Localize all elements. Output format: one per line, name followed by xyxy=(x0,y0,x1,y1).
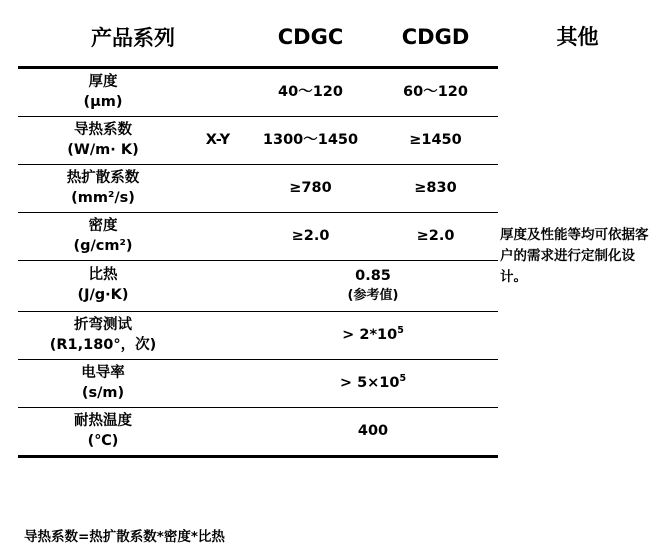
merged-value-exponent: 5 xyxy=(397,324,404,336)
product-spec-table xyxy=(18,8,498,458)
table-row xyxy=(18,408,498,457)
merged-value-main: > 5×10 xyxy=(339,374,400,391)
table-row xyxy=(18,117,498,165)
param-title: 折弯测试 xyxy=(74,316,132,333)
customization-note: 厚度及性能等均可依据客户的需求进行定制化设计。 xyxy=(500,227,649,285)
row-axis xyxy=(188,360,248,408)
row-param-density xyxy=(18,213,188,261)
param-title: 厚度 xyxy=(88,73,118,90)
param-title: 电导率 xyxy=(81,364,125,381)
table-row xyxy=(18,165,498,213)
row-param-bending-test xyxy=(18,312,188,360)
table-row xyxy=(18,213,498,261)
merged-value-main: > 2*10 xyxy=(342,326,398,343)
row-axis xyxy=(188,312,248,360)
cell-cdgc: ≥2.0 xyxy=(248,213,373,261)
cell-merged-value xyxy=(248,261,498,312)
merged-value-note: (参考值) xyxy=(347,288,399,303)
cell-cdgc: 1300～1450 xyxy=(248,117,373,165)
param-title: 导热系数 xyxy=(74,121,132,138)
row-param-thermal-conductivity xyxy=(18,117,188,165)
cell-cdgc: ≥780 xyxy=(248,165,373,213)
header-product-series: 产品系列 xyxy=(18,8,248,68)
table-header-row xyxy=(18,8,498,68)
merged-value-main: 400 xyxy=(357,422,389,439)
cell-merged-value xyxy=(248,312,498,360)
cell-cdgd: ≥1450 xyxy=(373,117,498,165)
param-unit: (g/cm²) xyxy=(73,237,133,254)
table-row xyxy=(18,312,498,360)
param-title: 密度 xyxy=(88,217,118,234)
param-unit: (μm) xyxy=(83,93,123,110)
row-axis xyxy=(188,261,248,312)
param-title: 耐热温度 xyxy=(74,412,132,429)
row-param-electrical-conductivity xyxy=(18,360,188,408)
header-cdgd: CDGD xyxy=(373,8,498,68)
row-param-thickness xyxy=(18,68,188,117)
row-axis xyxy=(188,408,248,457)
param-unit: (s/m) xyxy=(81,384,125,401)
param-unit: (J/g·K) xyxy=(77,287,129,303)
merged-value-exponent: 5 xyxy=(399,372,407,384)
cell-cdgd: 60～120 xyxy=(373,68,498,117)
param-unit: (mm²/s) xyxy=(71,189,135,206)
table-row xyxy=(18,261,498,312)
param-unit: (℃) xyxy=(87,432,119,449)
row-axis xyxy=(188,68,248,117)
header-cdgc: CDGC xyxy=(248,8,373,68)
merged-value-main: 0.85 xyxy=(355,268,391,285)
row-param-heat-resistance-temperature xyxy=(18,408,188,457)
param-unit: (W/m· K) xyxy=(67,141,139,158)
cell-merged-value xyxy=(248,408,498,457)
formula-footnote: 导热系数=热扩散系数*密度*比热 xyxy=(24,529,225,545)
param-title: 热扩散系数 xyxy=(66,169,140,186)
row-axis xyxy=(188,213,248,261)
row-param-thermal-diffusivity xyxy=(18,165,188,213)
row-axis: X-Y xyxy=(188,117,248,165)
cell-merged-value xyxy=(248,360,498,408)
param-unit: (R1,180°，次) xyxy=(49,336,157,353)
cell-cdgc: 40～120 xyxy=(248,68,373,117)
cell-cdgd: ≥830 xyxy=(373,165,498,213)
row-param-specific-heat xyxy=(18,261,188,312)
table-row xyxy=(18,68,498,117)
cell-cdgd: ≥2.0 xyxy=(373,213,498,261)
table-row xyxy=(18,360,498,408)
row-axis xyxy=(188,165,248,213)
header-other: 其他 xyxy=(556,25,599,49)
param-title: 比热 xyxy=(88,267,118,284)
